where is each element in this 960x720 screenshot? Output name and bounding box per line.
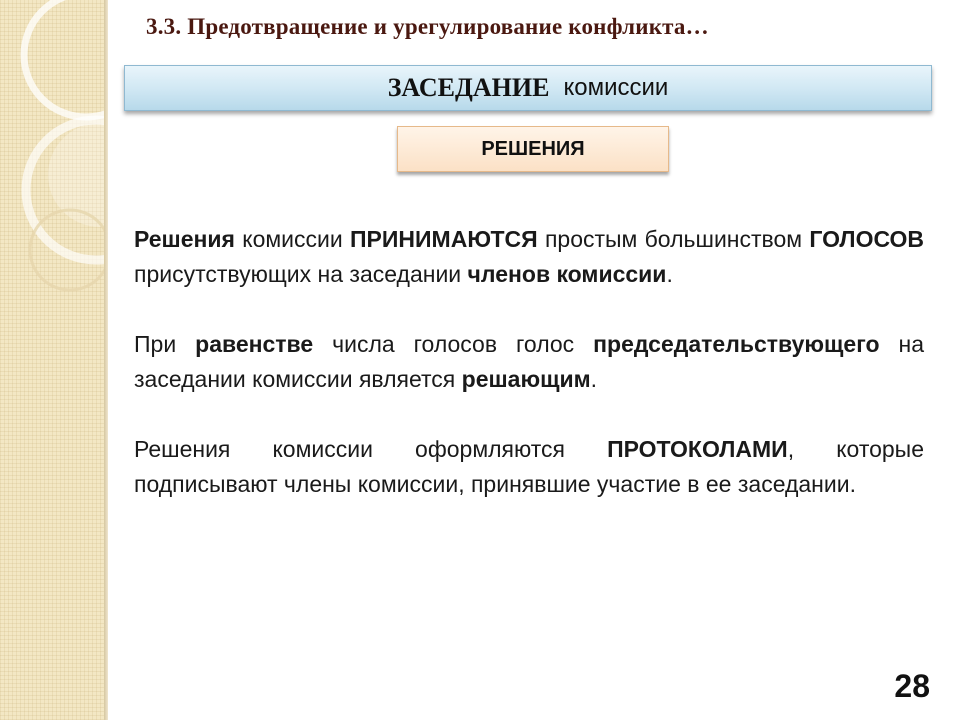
body-run: присутствующих на заседании [134,261,468,287]
emphasis-text: ГОЛОСОВ [809,226,924,252]
paragraph-3 [134,432,924,502]
body-run: . [666,261,673,287]
body-run: числа голосов голос [313,331,594,357]
body-run: комиссии [234,226,351,252]
banner-light-text: комиссии [563,74,669,101]
emphasis-text: ПРОТОКОЛАМИ [607,436,788,462]
body-run: Решения комиссии оформляются [134,436,608,462]
emphasis-text: решающим [461,366,591,392]
decisions-tag: РЕШЕНИЯ [397,126,669,172]
body-run: простым большинством [537,226,810,252]
decorative-sidebar [0,0,104,720]
body-run: на заседании комиссии является [134,331,925,392]
emphasis-text: членов комиссии [467,261,667,287]
body-run: При [134,331,196,357]
emphasis-text: Решения [134,226,235,252]
page-number: 28 [894,668,930,704]
paragraph-1 [134,222,924,292]
banner-strong-text: ЗАСЕДАНИЕ [387,73,550,102]
sidebar-edge [104,0,108,720]
emphasis-text: ПРИНИМАЮТСЯ [350,226,538,252]
body-run: , которые подписывают члены комиссии, принявшие участие в ее заседании. [134,436,924,497]
body-run: . [590,366,598,392]
body-text [134,222,924,537]
decorative-rings-icon [0,0,104,720]
page-title: 3.3. Предотвращение и урегулирование конфликта… [146,14,709,39]
meeting-banner [124,65,932,111]
paragraph-2 [134,327,924,397]
emphasis-text: равенстве [195,331,314,357]
emphasis-text: председательствующего [593,331,880,357]
